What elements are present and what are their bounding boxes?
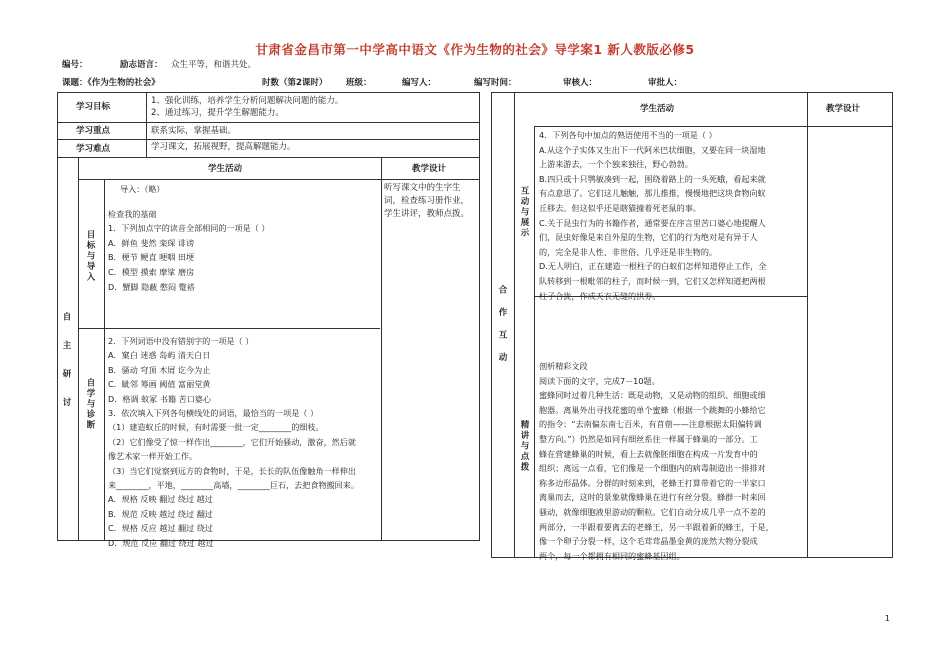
goal-intro-label: 目标与导入 xyxy=(85,230,95,283)
q1-option-a: A．鲜鱼 斐然 栾琛 诽谤 xyxy=(108,237,195,248)
meta-hours: 时数（第2课时） xyxy=(262,78,328,88)
goal-2: 2、通过练习，提升学生解题能力。 xyxy=(151,108,284,118)
q3-sentence-2: （2）它们像受了惊一样作出________，它们开始骚动，激奋，然后就 xyxy=(108,436,356,447)
q2-option-a: A．窠白 迷惑 岛屿 清天白日 xyxy=(108,350,211,361)
interact-show-label: 互动与展示 xyxy=(519,186,529,239)
meta-class: 班级： xyxy=(346,78,372,88)
q3-sentence-3: （3）当它们觉察到远方的食物时，于是，长长的队伍像触角一样伸出 xyxy=(108,465,356,476)
focus-text: 联系实际，掌握基础。 xyxy=(151,126,237,136)
meta-number-label: 编号： xyxy=(62,60,88,70)
goal-label: 学习目标 xyxy=(76,102,111,112)
meta-topic: 课题：《作为生物的社会》 xyxy=(62,78,160,88)
q1-option-c: C．模型 摸索 摩挲 磨房 xyxy=(108,266,195,277)
difficulty-label: 学习难点 xyxy=(76,144,111,154)
question-2: 2．下列词语中没有错别字的一项是（ ） xyxy=(108,336,254,346)
meta-motto: 众生平等，和谐共处。 xyxy=(171,60,257,70)
page-number: 1 xyxy=(884,614,890,623)
difficulty-text: 学习课文，拓展视野，提高解题能力。 xyxy=(151,142,296,152)
q2-option-c: C．眦邻 筹画 阈值 富丽堂黄 xyxy=(108,379,211,390)
self-diag-label: 自学与诊断 xyxy=(85,378,95,431)
q2-option-d: D．格调 蚁冢 书籍 苦口婆心 xyxy=(108,393,211,404)
q3-option-a: A．规格 反映 翻过 绕过 越过 xyxy=(108,494,213,505)
question-3: 3．依次填入下列各句横线处的词语，最恰当的一项是（ ） xyxy=(108,408,319,419)
meta-reviewer: 审核人： xyxy=(563,78,598,88)
page-title: 甘肃省金昌市第一中学高中语文《作为生物的社会》导学案1 新人教版必修5 xyxy=(255,42,695,57)
q2-option-b: B．骚动 穹顶 木屑 讫今为止 xyxy=(108,364,211,375)
left-student-activity-header: 学生活动 xyxy=(208,164,243,174)
left-teaching-design-header: 教学设计 xyxy=(412,164,447,174)
right-student-activity-header: 学生活动 xyxy=(640,104,675,114)
question-4: 4．下列各句中加点的熟语使用不当的一项是（ ） A.从这个子实体又生出下一代阿米巴状细胞，又要在同一块湿地 上游来游去，一个个独来独往，野心勃勃。 B.四只或十只鹗敏凑到一起，围绕着路上的一头死蛾，看起来就 有点意思了。它们这儿触触，那儿推推，慢慢地把这块食物向蚁 丘移去。但这似乎还是瞎猫撞着死老鼠的事。 C.关于昆虫行为的书籍作者，通常要在序言里苦口婆心地提醒人 们，昆虫好像是来自外星的生物，它们的行为绝对是有异于人 的，完全是非人性、非世俗、几乎还是非生物的。 D.无人明白，正在建造一根柱子的白蚁们怎样知道停止工作，全 队转移到一根毗邻的柱子，而时候一到，它们又怎样知道把两根 柱子合拢，作成天衣无缝的拱券。 xyxy=(539,130,767,301)
meta-approver: 审批人： xyxy=(648,78,683,88)
intro-text: 导入：（略） xyxy=(120,184,165,194)
q3-option-c: C．规格 反应 越过 翻过 绕过 xyxy=(108,523,213,534)
q3-sentence-2b: 像艺术家一样开始工作。 xyxy=(108,451,198,462)
cooperate-label: 合作互动 xyxy=(497,285,507,375)
left-design-notes: 听写课文中的生字生 词，检查练习册作业， 学生讲评，教师点拨。 xyxy=(384,183,470,219)
meta-motto-label: 励志语言： xyxy=(120,60,163,70)
q3-sentence-1: （1）建造蚁丘的时候，有时需要一批一定________的细枝。 xyxy=(108,422,324,433)
question-1: 1．下列加点字的读音全部相同的一项是（ ） xyxy=(108,223,270,234)
q3-option-b: B．规范 反映 越过 绕过 翻过 xyxy=(108,508,213,519)
meta-author: 编写人： xyxy=(402,78,437,88)
q3-sentence-3b: 来________，平地，________高墙，________巨石，去把食物搬回来。 xyxy=(108,480,359,491)
check-basics: 检查我的基础 xyxy=(108,208,157,219)
self-study-label: 自主研讨 xyxy=(61,312,71,426)
q3-option-d: D．规范 反应 翻过 绕过 越过 xyxy=(108,537,214,548)
q1-option-b: B．梗节 鲠直 哽咽 田埂 xyxy=(108,252,195,263)
diag-section xyxy=(108,334,359,550)
focus-label: 学习重点 xyxy=(76,126,111,136)
q1-option-d: D．蟹脚 隐蔽 憋闷 蹩褡 xyxy=(108,281,195,292)
goal-1: 1、强化训练，培养学生分析问题解决问题的能力。 xyxy=(151,96,344,106)
meta-time: 编写时间： xyxy=(474,78,517,88)
intro-section xyxy=(108,182,270,294)
right-teaching-design-header: 教学设计 xyxy=(826,104,861,114)
explain-label: 精讲与点拨 xyxy=(519,420,529,473)
reading-passage: 剖析精彩文段 阅读下面的文字，完成7－10题。 蜜蜂同时过着几种生活：既是动物，又是动物的组织、细胞或细 胞器。离巢外出寻找花蜜的单个蜜蜂（根据一个跳舞的小蜂给它 的指令：“去南偏东南七百米，有苜蓿——注意根据太阳偏转调 整方向。”）仍然是如同有细丝系住一样属于蜂巢的一部分。工 蜂在营建蜂巢的时候，看上去就像胚细胞在构成一片发育中的 组织；离远一点看，它们像是一个细胞内的病毒制造出一排排对 称多边形晶体。分群的时刻来到，老蜂王打算带着它的一半家口 离巢而去，这时的景象就像蜂巢在进行有丝分裂。蜂群一时来回 骚动，就像细胞液里游动的颗粒。它们自动分成几乎一点不差的 两部分，一半跟着要离去的老蜂王，另一半跟着新的蜂王，于是， 像一个卵子分裂一样，这个毛茸茸晶墨金黄的庞然大物分裂成 两个，每一个都拥有相同的蜜蜂基因组。 xyxy=(539,361,774,561)
